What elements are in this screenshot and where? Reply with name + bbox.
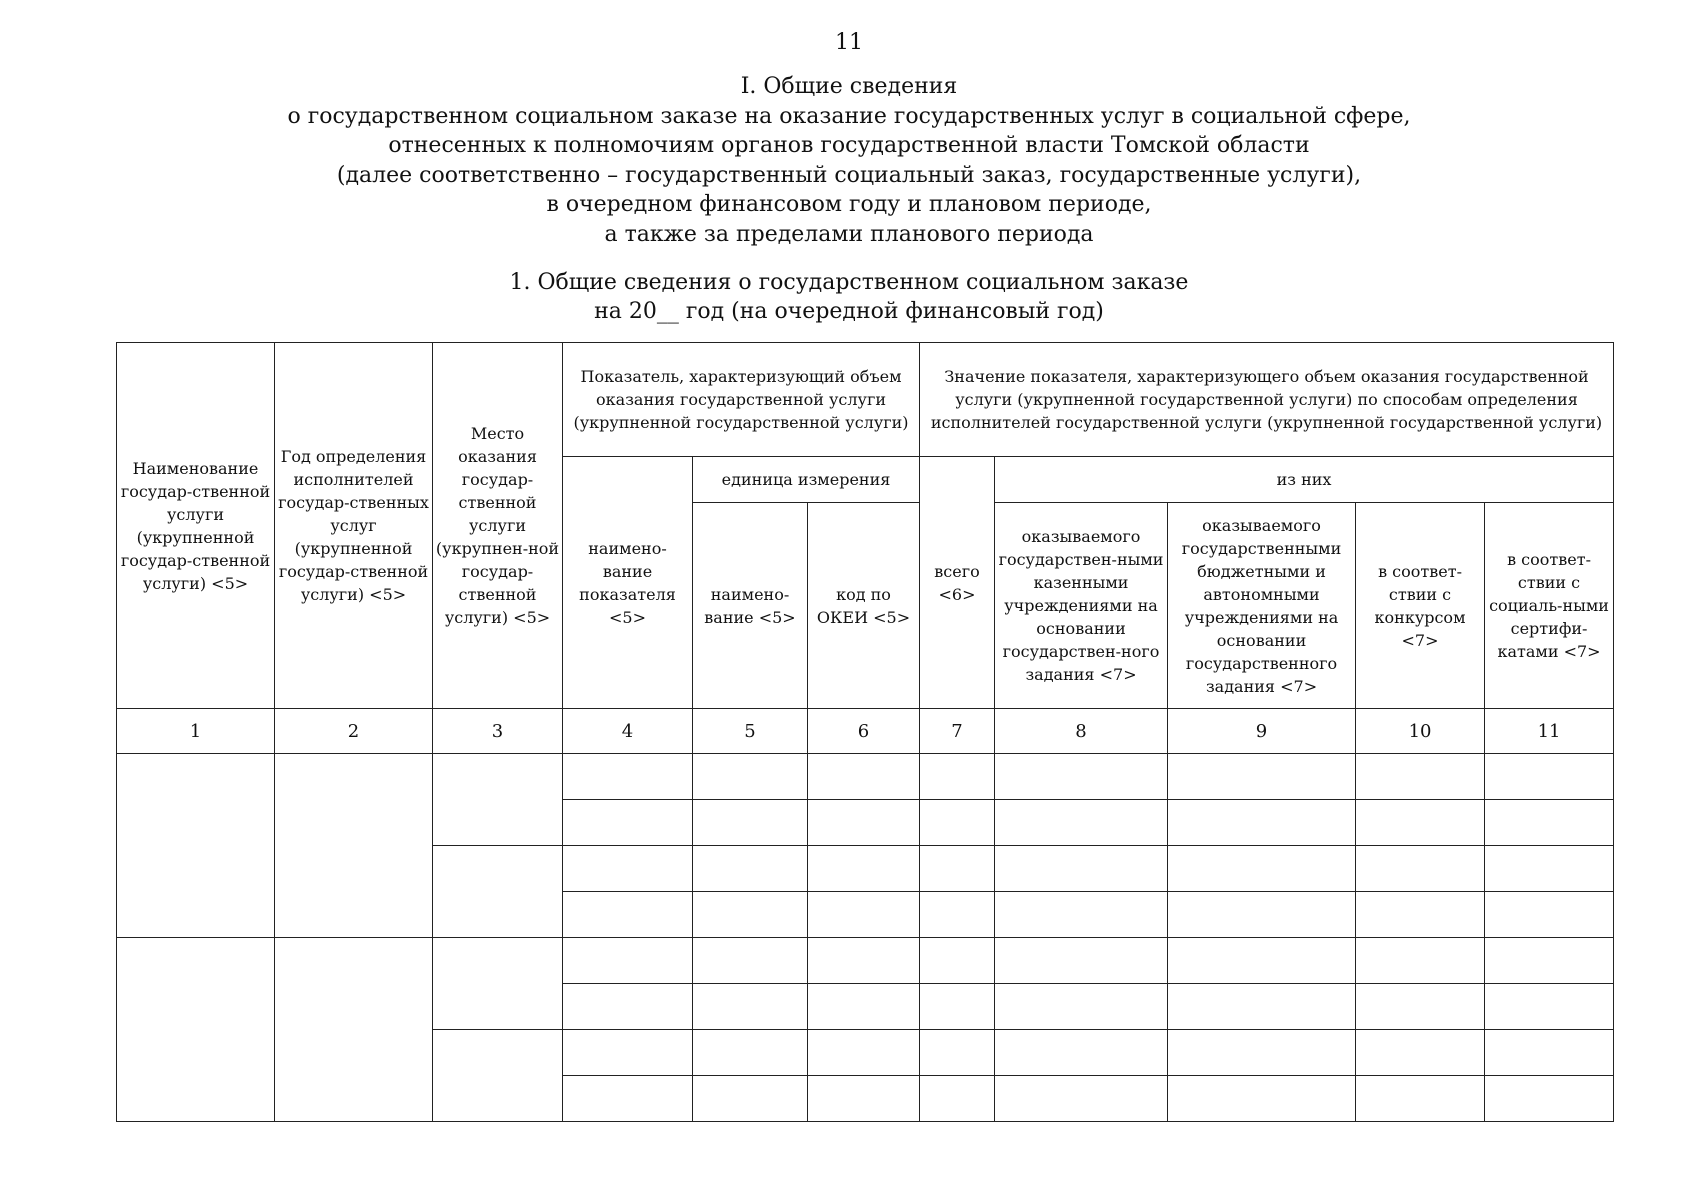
header-unit-name: наимено-вание <5> — [693, 503, 808, 709]
header-state-institutions: оказываемого государствен-ными казенными учреждениями на основании государствен-ного задания <7> — [995, 503, 1168, 709]
header-total: всего <6> — [920, 457, 995, 709]
table-cell[interactable] — [693, 846, 808, 892]
table-cell[interactable] — [920, 846, 995, 892]
table-cell[interactable] — [1168, 1076, 1356, 1122]
place-cell[interactable] — [433, 1030, 563, 1122]
table-cell[interactable] — [1168, 938, 1356, 984]
year-cell[interactable] — [275, 754, 433, 938]
header-service-name: Наименование государ-ственной услуги (укрупненной государ-ственной услуги) <5> — [117, 343, 275, 709]
table-cell[interactable] — [995, 754, 1168, 800]
table-cell[interactable] — [1168, 984, 1356, 1030]
table-cell[interactable] — [920, 984, 995, 1030]
heading-line: отнесенных к полномочиям органов государственной власти Томской области — [388, 133, 1310, 158]
heading-line: в очередном финансовом году и плановом периоде, — [546, 192, 1152, 217]
table-cell[interactable] — [995, 984, 1168, 1030]
header-row — [117, 343, 1614, 457]
table-cell[interactable] — [920, 1030, 995, 1076]
header-indicator-group: Показатель, характеризующий объем оказания государственной услуги (укрупненной государственной услуги) — [563, 343, 920, 457]
table-cell[interactable] — [1356, 754, 1485, 800]
table-cell[interactable] — [563, 892, 693, 938]
section-heading — [0, 72, 1698, 249]
table-cell[interactable] — [563, 800, 693, 846]
place-cell[interactable] — [433, 846, 563, 938]
table-cell[interactable] — [563, 938, 693, 984]
table-cell[interactable] — [1356, 938, 1485, 984]
column-number: 9 — [1168, 709, 1356, 754]
table-row — [117, 754, 1614, 800]
table-cell[interactable] — [1168, 846, 1356, 892]
header-competition: в соответ-ствии с конкурсом <7> — [1356, 503, 1485, 709]
table-cell[interactable] — [563, 754, 693, 800]
year-cell[interactable] — [275, 938, 433, 1122]
table-cell[interactable] — [563, 984, 693, 1030]
table-cell[interactable] — [995, 1030, 1168, 1076]
table-cell[interactable] — [1356, 892, 1485, 938]
column-number: 10 — [1356, 709, 1485, 754]
table-cell[interactable] — [808, 754, 920, 800]
service-name-cell[interactable] — [117, 754, 275, 938]
table-cell[interactable] — [1485, 938, 1614, 984]
table-cell[interactable] — [808, 938, 920, 984]
table-cell[interactable] — [1168, 1030, 1356, 1076]
subheading-line: 1. Общие сведения о государственном социальном заказе — [509, 270, 1189, 295]
table-cell[interactable] — [1356, 800, 1485, 846]
column-number: 6 — [808, 709, 920, 754]
table-cell[interactable] — [808, 800, 920, 846]
place-cell[interactable] — [433, 754, 563, 846]
table-cell[interactable] — [563, 1076, 693, 1122]
table-cell[interactable] — [693, 1030, 808, 1076]
subsection-heading — [0, 268, 1698, 326]
column-number: 5 — [693, 709, 808, 754]
heading-line: (далее соответственно – государственный социальный заказ, государственные услуги), — [336, 162, 1362, 188]
table-cell[interactable] — [563, 846, 693, 892]
table-cell[interactable] — [693, 1076, 808, 1122]
table-cell[interactable] — [995, 846, 1168, 892]
heading-line: о государственном социальном заказе на оказание государственных услуг в социальной сфере, — [287, 103, 1411, 129]
table-cell[interactable] — [995, 938, 1168, 984]
table-cell[interactable] — [1485, 892, 1614, 938]
heading-line: I. Общие сведения — [740, 74, 958, 99]
table-cell[interactable] — [1356, 984, 1485, 1030]
table-cell[interactable] — [808, 846, 920, 892]
table-cell[interactable] — [920, 938, 995, 984]
table-cell[interactable] — [920, 800, 995, 846]
column-number: 1 — [117, 709, 275, 754]
table-row — [117, 938, 1614, 984]
header-budget-institutions: оказываемого государственными бюджетными и автономными учреждениями на основании государственного задания <7> — [1168, 503, 1356, 709]
table-cell[interactable] — [1485, 984, 1614, 1030]
table-cell[interactable] — [1168, 892, 1356, 938]
column-number: 3 — [433, 709, 563, 754]
table-cell[interactable] — [808, 1076, 920, 1122]
table-cell[interactable] — [693, 800, 808, 846]
social-order-table — [116, 342, 1614, 1122]
table-cell[interactable] — [1168, 800, 1356, 846]
table-cell[interactable] — [1356, 846, 1485, 892]
table-cell[interactable] — [995, 800, 1168, 846]
table-cell[interactable] — [995, 1076, 1168, 1122]
heading-line: а также за пределами планового периода — [604, 221, 1094, 247]
table-cell[interactable] — [1356, 1076, 1485, 1122]
table-cell[interactable] — [563, 1030, 693, 1076]
place-cell[interactable] — [433, 938, 563, 1030]
table-cell[interactable] — [920, 892, 995, 938]
column-number: 4 — [563, 709, 693, 754]
subheading-line: на 20__ год (на очередной финансовый год) — [594, 299, 1104, 324]
header-place: Место оказания государ-ственной услуги (укрупнен-ной государ-ственной услуги) <5> — [433, 343, 563, 709]
table-cell[interactable] — [1485, 1030, 1614, 1076]
column-number: 11 — [1485, 709, 1614, 754]
table-cell[interactable] — [808, 892, 920, 938]
table-cell[interactable] — [1485, 1076, 1614, 1122]
column-number: 8 — [995, 709, 1168, 754]
table-cell[interactable] — [693, 984, 808, 1030]
table-cell[interactable] — [1356, 1030, 1485, 1076]
table-cell[interactable] — [1485, 754, 1614, 800]
table-cell[interactable] — [693, 754, 808, 800]
table-cell[interactable] — [1485, 800, 1614, 846]
header-okei-code: код по ОКЕИ <5> — [808, 503, 920, 709]
service-name-cell[interactable] — [117, 938, 275, 1122]
header-value-group: Значение показателя, характеризующего объем оказания государственной услуги (укрупненной государственной услуги) по способам определения исполнителей государственной услуги (укрупненной государственной услуги) — [920, 343, 1614, 457]
table-cell[interactable] — [1168, 754, 1356, 800]
table-cell[interactable] — [693, 892, 808, 938]
table-cell[interactable] — [995, 892, 1168, 938]
table-cell[interactable] — [693, 938, 808, 984]
table-cell[interactable] — [808, 984, 920, 1030]
table-cell[interactable] — [1485, 846, 1614, 892]
column-number: 2 — [275, 709, 433, 754]
header-of-them: из них — [995, 457, 1614, 503]
page-number: 11 — [835, 30, 863, 55]
table-cell[interactable] — [808, 1030, 920, 1076]
header-unit-group: единица измерения — [693, 457, 920, 503]
column-number: 7 — [920, 709, 995, 754]
column-number-row — [117, 709, 1614, 754]
header-indicator-name: наимено-вание показателя <5> — [563, 457, 693, 709]
table-cell[interactable] — [920, 1076, 995, 1122]
header-social-certificates: в соответ-ствии с социаль-ными сертифи-катами <7> — [1485, 503, 1614, 709]
table-cell[interactable] — [920, 754, 995, 800]
header-year: Год определения исполнителей государ-ственных услуг (укрупненной государ-ственной услуги) <5> — [275, 343, 433, 709]
